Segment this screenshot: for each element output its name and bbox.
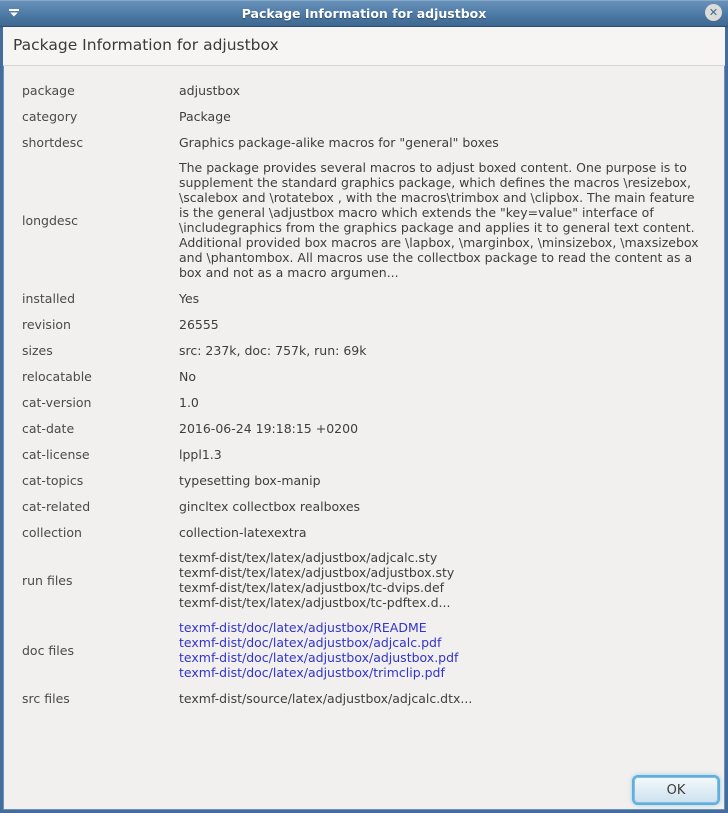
field-row-revision [3,311,725,337]
field-value: lppl1.3 [179,446,222,462]
field-value: src: 237k, doc: 757k, run: 69k [179,342,367,358]
window-title: Package Information for adjustbox [241,5,487,21]
titlebar[interactable] [0,0,728,27]
field-label: package [22,82,75,98]
file-path: texmf-dist/tex/latex/adjustbox/tc-pdftex.d... [179,595,451,610]
file-path: texmf-dist/tex/latex/adjustbox/adjcalc.sty [179,550,438,565]
field-label: sizes [22,342,53,358]
info-table [3,66,725,810]
field-value: Graphics package-alike macros for "general" boxes [179,134,499,150]
shade-window-icon[interactable] [6,5,22,21]
field-label: cat-related [22,498,91,514]
dialog-heading: Package Information for adjustbox [3,27,725,66]
doc-file-link[interactable]: texmf-dist/doc/latex/adjustbox/README [179,620,427,635]
field-row-sizes [3,337,725,363]
field-label: cat-license [22,446,90,462]
field-row-src-files [3,685,725,711]
field-value [179,620,725,680]
field-row-category [3,103,725,129]
field-row-doc-files [3,615,725,685]
field-row-relocatable [3,363,725,389]
field-value: No [179,368,196,384]
field-value: 26555 [179,316,219,332]
field-label: doc files [22,642,74,658]
field-label: cat-date [22,420,75,436]
file-path: texmf-dist/tex/latex/adjustbox/tc-dvips.def [179,580,445,595]
field-value: The package provides several macros to adjust boxed content. One purpose is to supplement the standard graphics package, which defines the macros \resizebox, \scalebox and \rotatebox , with the macros\trimbox and \clipbox. The main feature is the general \adjustbox macro which extends the "key=value" interface of \includegraphics from the graphics package and applies it to general text content. Additional provided box macros are \lapbox, \marginbox, \minsizebox, \maxsizebox and \phantombox. All macros use the collectbox package to read the content as a box and not as a macro argumen... [179,160,699,280]
field-row-installed [3,285,725,311]
field-label: category [22,108,78,124]
field-label: revision [22,316,71,332]
file-path: texmf-dist/tex/latex/adjustbox/adjustbox.sty [179,565,455,580]
field-value: texmf-dist/source/latex/adjustbox/adjcalc.dtx... [179,690,473,706]
field-label: cat-version [22,394,92,410]
field-row-cat-license [3,441,725,467]
field-value: 1.0 [179,394,199,410]
field-row-cat-topics [3,467,725,493]
doc-file-link[interactable]: texmf-dist/doc/latex/adjustbox/adjcalc.pdf [179,635,442,650]
field-label: cat-topics [22,472,84,488]
field-label: src files [22,690,70,706]
doc-file-link[interactable]: texmf-dist/doc/latex/adjustbox/adjustbox.pdf [179,650,459,665]
field-value [179,550,725,610]
field-row-longdesc [3,155,725,285]
field-label: shortdesc [22,134,84,150]
dialog-frame [0,27,728,813]
ok-button[interactable]: OK [634,777,718,803]
field-value: Package [179,108,231,124]
doc-file-link[interactable]: texmf-dist/doc/latex/adjustbox/trimclip.pdf [179,665,445,680]
field-value: Yes [179,290,200,306]
field-value: typesetting box-manip [179,472,321,488]
field-value: collection-latexextra [179,524,307,540]
field-row-cat-version [3,389,725,415]
field-row-cat-related [3,493,725,519]
field-label: installed [22,290,76,306]
field-row-run-files [3,545,725,615]
field-row-shortdesc [3,129,725,155]
field-value: adjustbox [179,82,240,98]
field-label: collection [22,524,82,540]
field-row-collection [3,519,725,545]
field-value: gincltex collectbox realboxes [179,498,361,514]
field-label: longdesc [22,212,78,228]
field-label: run files [22,572,73,588]
field-label: relocatable [22,368,92,384]
field-row-package [3,77,725,103]
field-value: 2016-06-24 19:18:15 +0200 [179,420,359,436]
field-row-cat-date [3,415,725,441]
close-window-icon[interactable]: ✕ [705,4,722,21]
